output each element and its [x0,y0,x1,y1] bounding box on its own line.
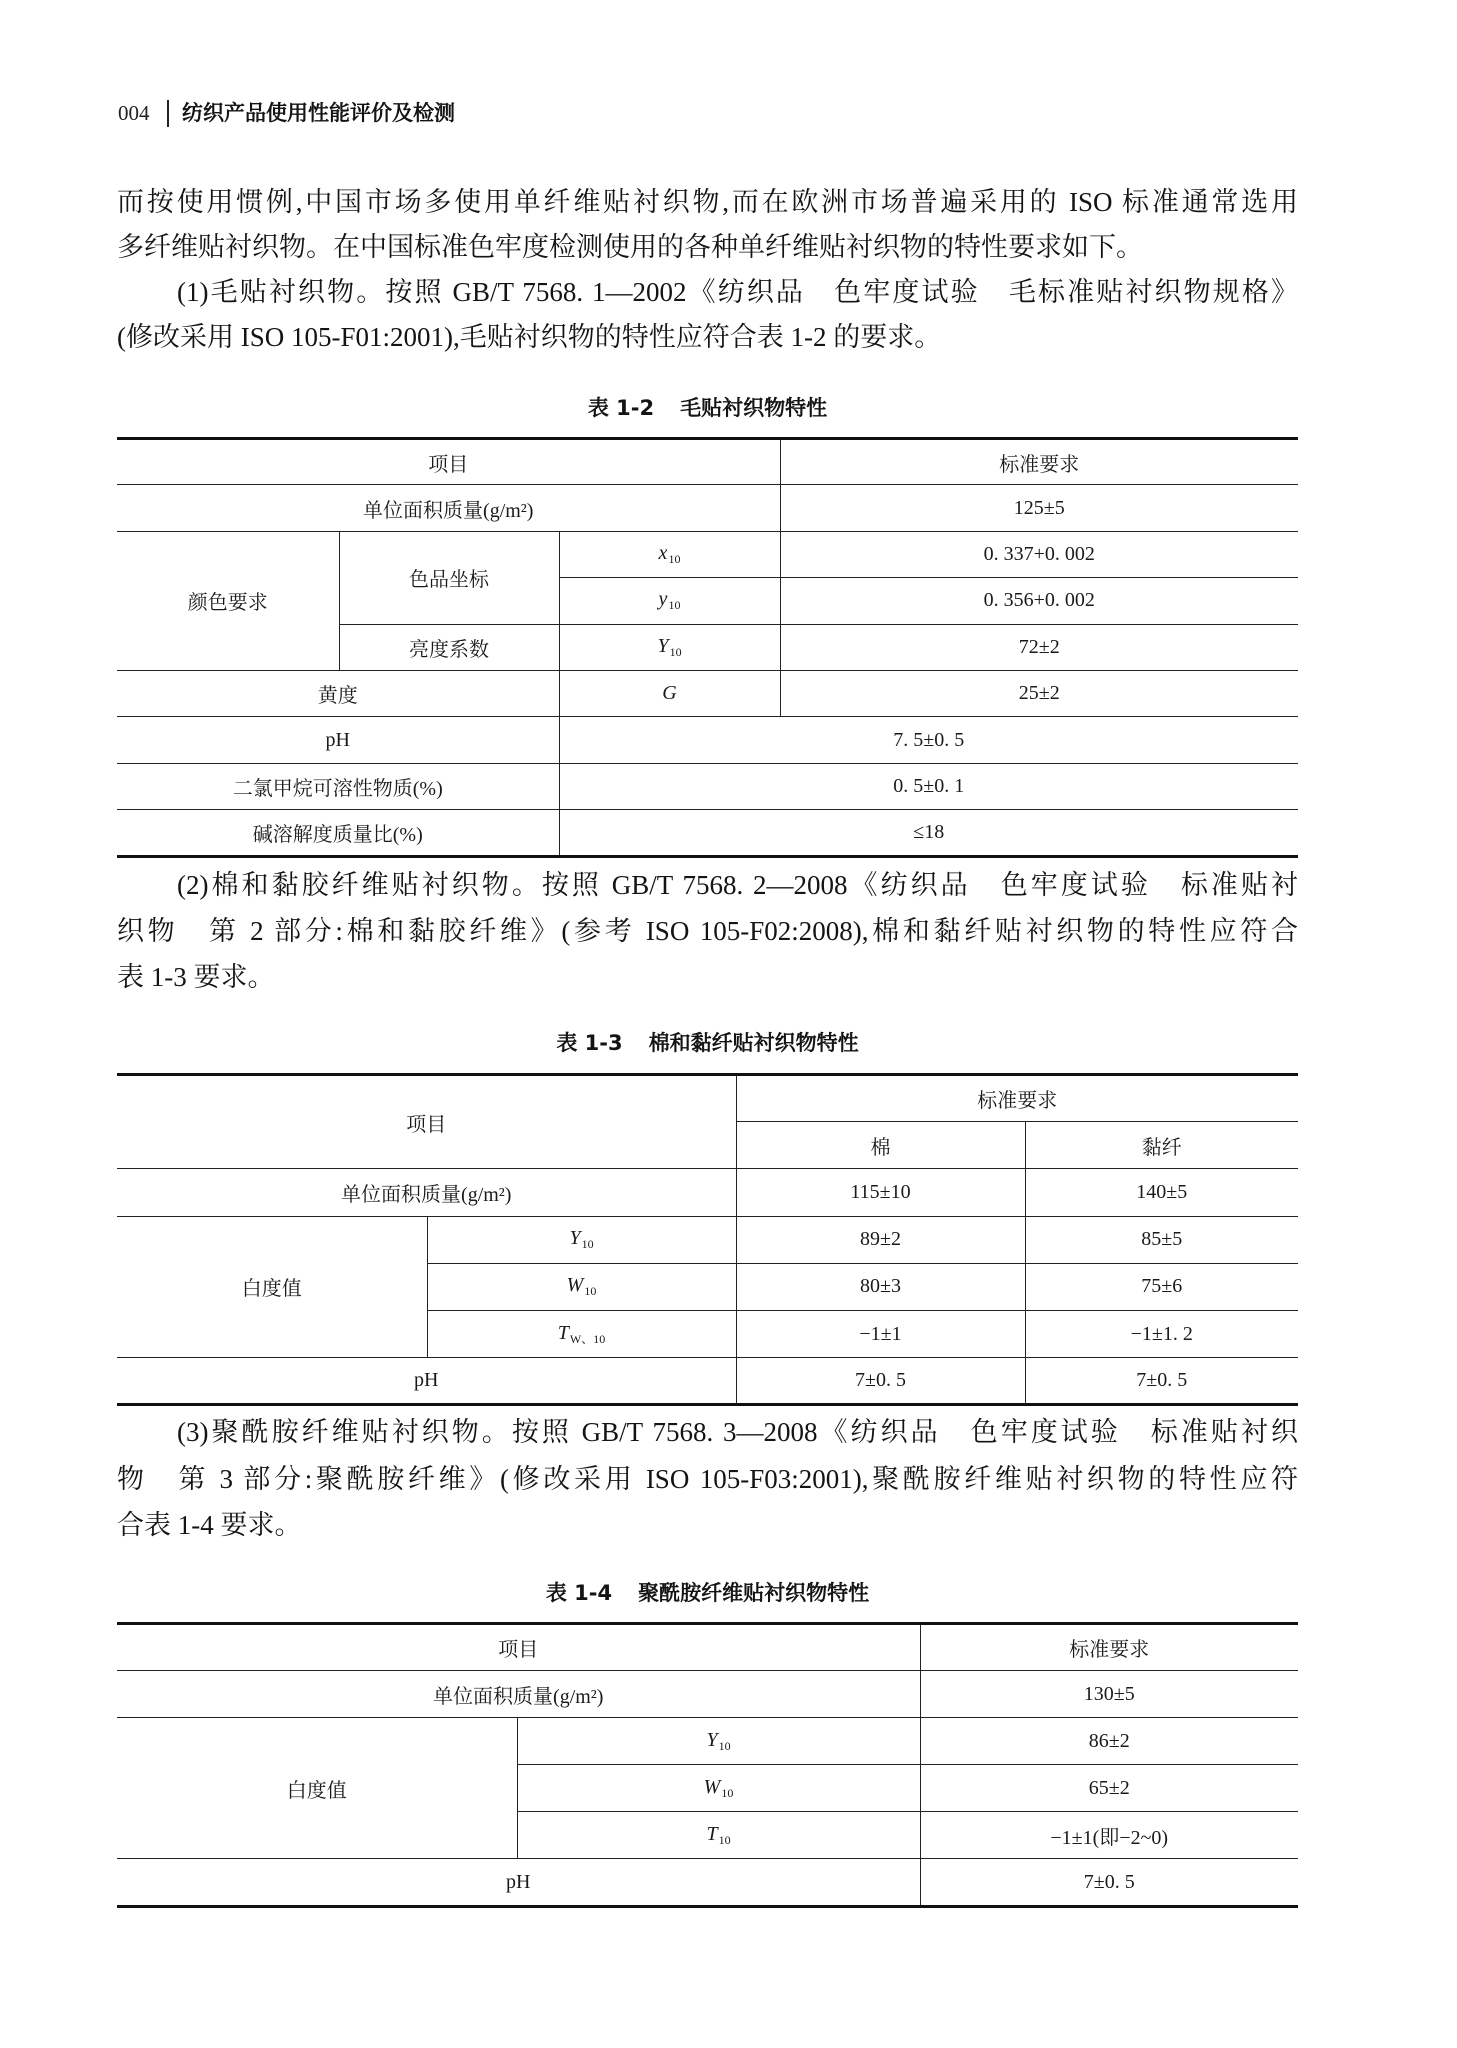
header-cotton: 棉 [736,1122,1025,1169]
row-label: 碱溶解度质量比(%) [117,810,559,856]
table-header-row [117,1075,1298,1122]
paragraph-line: (2)棉和黏胶纤维贴衬织物。按照 GB/T 7568. 2—2008《纺织品 色牢度试验 标准贴衬 [177,870,1298,900]
row-label: 黄度 [117,670,559,716]
paragraph-line: (修改采用 ISO 105-F01:2001),毛贴衬织物的特性应符合表 1-2 的要求。 [117,322,942,352]
symbol-cell [517,1718,920,1765]
table-header-row [117,439,1298,485]
header-viscose: 黏纤 [1025,1122,1298,1169]
symbol-subscript: W、10 [569,1331,606,1346]
paragraph-intro [117,180,1298,270]
row-value: 7. 5±0. 5 [559,717,1298,763]
table-1-3 [117,1073,1298,1406]
paragraph-polyamide [117,1409,1298,1549]
paragraph-wool [117,270,1298,360]
cotton-value: −1±1 [736,1310,1025,1357]
table-row [117,1671,1298,1718]
viscose-value: −1±1. 2 [1025,1310,1298,1357]
paragraph-line: (1)毛贴衬织物。按照 GB/T 7568. 1—2002《纺织品 色牢度试验 毛标准贴衬织物规格》 [177,277,1298,307]
table-1-3-caption [117,1028,1298,1058]
paragraph-line: 物 第 3 部分:聚酰胺纤维》(修改采用 ISO 105-F03:2001),聚酰胺纤维贴衬织物的特性应符 [117,1463,1298,1494]
table-row [117,1358,1298,1405]
symbol-cell [559,670,780,716]
book-title: 纺织产品使用性能评价及检测 [182,101,455,125]
row-label: pH [117,717,559,763]
symbol-subscript: 10 [718,1738,731,1753]
symbol-cell [427,1263,736,1310]
table-row [117,670,1298,716]
symbol-subscript: 10 [668,598,681,613]
caption-title: 棉和黏纤贴衬织物特性 [648,1031,859,1055]
group-label: 白度值 [117,1216,427,1358]
symbol: W [703,1775,721,1798]
symbol: T [706,1822,718,1845]
table-row [117,1169,1298,1216]
viscose-value: 75±6 [1025,1263,1298,1310]
row-value: 130±5 [920,1671,1298,1718]
row-label: 单位面积质量(g/m²) [117,1671,920,1718]
table-1-2-caption [117,393,1298,423]
viscose-value: 140±5 [1025,1169,1298,1216]
group-label: 颜色要求 [117,531,339,670]
row-value: 65±2 [920,1765,1298,1812]
header-requirement: 标准要求 [920,1624,1298,1671]
row-value: −1±1(即−2~0) [920,1812,1298,1859]
caption-number: 表 1-3 [556,1031,623,1055]
symbol-subscript: 10 [721,1785,734,1800]
row-label: 单位面积质量(g/m²) [117,1169,736,1216]
row-value: 72±2 [780,624,1298,670]
table-row [117,485,1298,531]
group-label: 白度值 [117,1718,517,1859]
symbol: x [658,541,668,564]
symbol: y [658,588,668,611]
symbol-cell [517,1812,920,1859]
row-value: 0. 337+0. 002 [780,531,1298,577]
header-requirement: 标准要求 [736,1075,1298,1122]
header-divider [167,100,169,127]
cotton-value: 7±0. 5 [736,1358,1025,1405]
row-value: 125±5 [780,485,1298,531]
symbol: W [566,1274,584,1297]
cotton-value: 89±2 [736,1216,1025,1263]
symbol-subscript: 10 [669,644,682,659]
cotton-value: 80±3 [736,1263,1025,1310]
row-value: 0. 356+0. 002 [780,578,1298,624]
table-row [117,1859,1298,1906]
symbol: T [557,1321,569,1344]
symbol-subscript: 10 [584,1284,597,1299]
paragraph-line: (3)聚酰胺纤维贴衬织物。按照 GB/T 7568. 3—2008《纺织品 色牢度试验 标准贴衬织 [177,1417,1298,1447]
table-row [117,763,1298,809]
row-label: pH [117,1859,920,1906]
symbol-cell [427,1216,736,1263]
table-row [117,717,1298,763]
table-header-row [117,1624,1298,1671]
row-value: ≤18 [559,810,1298,856]
symbol-subscript: 10 [581,1237,594,1252]
paragraph-cotton-viscose [117,862,1298,1000]
row-value: 0. 5±0. 1 [559,763,1298,809]
symbol-cell [559,624,780,670]
viscose-value: 85±5 [1025,1216,1298,1263]
header-requirement: 标准要求 [780,439,1298,485]
caption-title: 毛贴衬织物特性 [680,396,828,420]
symbol-cell [559,578,780,624]
symbol: Y [657,634,669,657]
row-value: 86±2 [920,1718,1298,1765]
paragraph-line: 多纤维贴衬织物。在中国标准色牢度检测使用的各种单纤维贴衬织物的特性要求如下。 [117,232,1143,262]
subgroup-label: 亮度系数 [339,624,559,670]
table-1-4 [117,1622,1298,1908]
table-row [117,1718,1298,1765]
caption-title: 聚酰胺纤维贴衬织物特性 [638,1581,870,1605]
table-1-4-caption [117,1578,1298,1608]
symbol-cell [559,531,780,577]
paragraph-line: 合表 1-4 要求。 [117,1510,302,1540]
symbol: Y [569,1227,581,1250]
viscose-value: 7±0. 5 [1025,1358,1298,1405]
symbol-subscript: 10 [668,551,681,566]
page-number: 004 [118,101,150,125]
symbol: Y [706,1728,718,1751]
table-row [117,810,1298,856]
row-label: 二氯甲烷可溶性物质(%) [117,763,559,809]
row-label: pH [117,1358,736,1405]
table-row [117,1216,1298,1263]
row-value: 25±2 [780,670,1298,716]
symbol: G [662,682,677,705]
paragraph-line: 织物 第 2 部分:棉和黏胶纤维》(参考 ISO 105-F02:2008),棉和黏纤贴衬织物的特性应符合 [117,916,1298,946]
symbol-subscript: 10 [718,1832,731,1847]
caption-number: 表 1-4 [545,1581,613,1605]
header-item: 项目 [117,439,780,485]
paragraph-line: 而按使用惯例,中国市场多使用单纤维贴衬织物,而在欧洲市场普遍采用的 ISO 标准通常选用 [117,187,1298,217]
table-1-2 [117,437,1298,858]
table-row [117,531,1298,577]
caption-number: 表 1-2 [587,396,655,420]
row-label: 单位面积质量(g/m²) [117,485,780,531]
running-header [0,98,1457,128]
symbol-cell [517,1765,920,1812]
symbol-cell [427,1310,736,1357]
paragraph-line: 表 1-3 要求。 [117,962,275,992]
header-item: 项目 [117,1624,920,1671]
subgroup-label: 色品坐标 [339,531,559,624]
header-item: 项目 [117,1075,736,1169]
row-value: 7±0. 5 [920,1859,1298,1906]
cotton-value: 115±10 [736,1169,1025,1216]
